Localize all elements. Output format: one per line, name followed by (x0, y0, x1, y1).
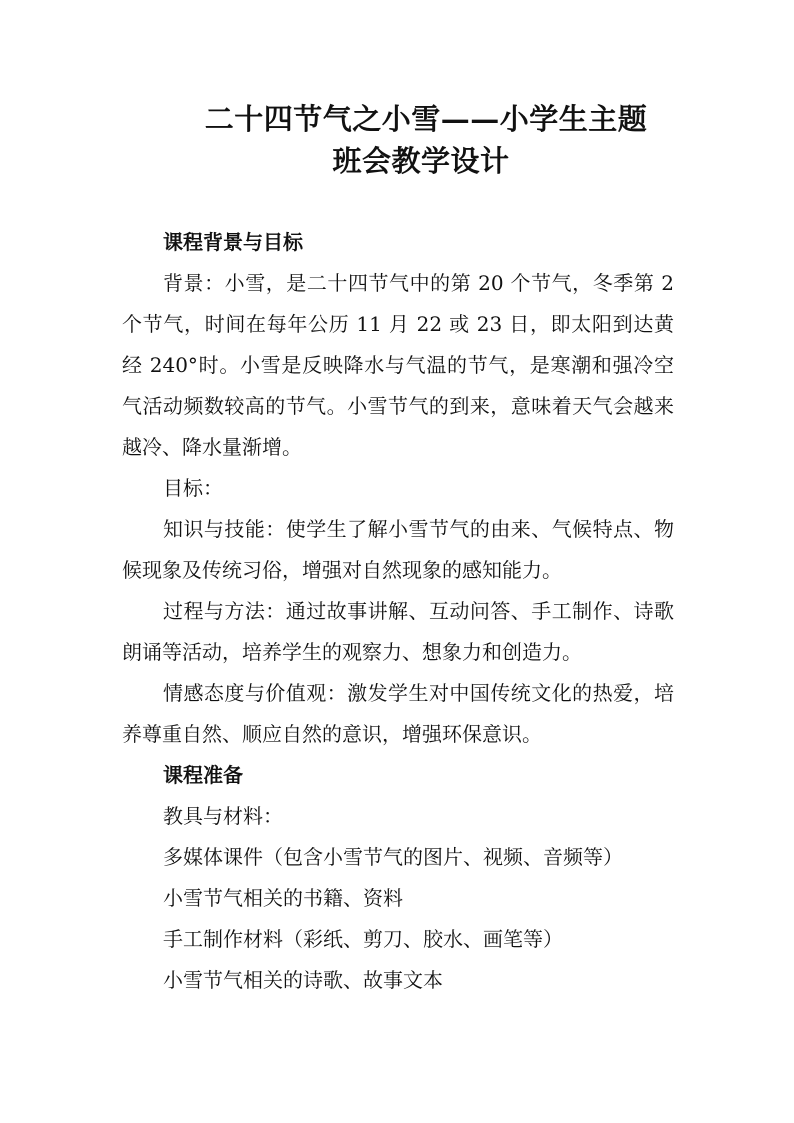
goal-emotion-paragraph: 情感态度与价值观：激发学生对中国传统文化的热爱，培养尊重自然、顺应自然的意识，增强环保意识。 (122, 681, 674, 746)
section-heading-preparation: 课程准备 (163, 763, 243, 787)
material-item: 小雪节气相关的书籍、资料 (163, 886, 403, 910)
background-paragraph-block (122, 263, 674, 468)
materials-label: 教具与材料： (163, 804, 283, 828)
document-title-line-2: 班会教学设计 (332, 144, 510, 178)
material-item: 手工制作材料（彩纸、剪刀、胶水、画笔等） (163, 927, 563, 951)
material-item: 小雪节气相关的诗歌、故事文本 (163, 968, 443, 992)
section-heading-background-goals: 课程背景与目标 (163, 230, 303, 254)
goal-emotion-block (122, 673, 674, 755)
document-title-line-1: 二十四节气之小雪——小学生主题 (204, 102, 648, 136)
goal-label: 目标： (163, 476, 223, 500)
background-paragraph: 背景：小雪，是二十四节气中的第 20 个节气，冬季第 2 个节气，时间在每年公历 11 月 22 或 23 日，即太阳到达黄经 240°时。小雪是反映降水与气温的节气，是寒潮和强冷空气活动频数较高的节气。小雪节气的到来，意味着天气会越来越冷、降水量渐增。 (122, 271, 674, 459)
goal-knowledge-paragraph: 知识与技能：使学生了解小雪节气的由来、气候特点、物候现象及传统习俗，增强对自然现象的感知能力。 (122, 517, 674, 582)
goal-process-paragraph: 过程与方法：通过故事讲解、互动问答、手工制作、诗歌朗诵等活动，培养学生的观察力、想象力和创造力。 (122, 599, 674, 664)
goal-process-block (122, 591, 674, 673)
goal-knowledge-block (122, 509, 674, 591)
material-item: 多媒体课件（包含小雪节气的图片、视频、音频等） (163, 845, 623, 869)
